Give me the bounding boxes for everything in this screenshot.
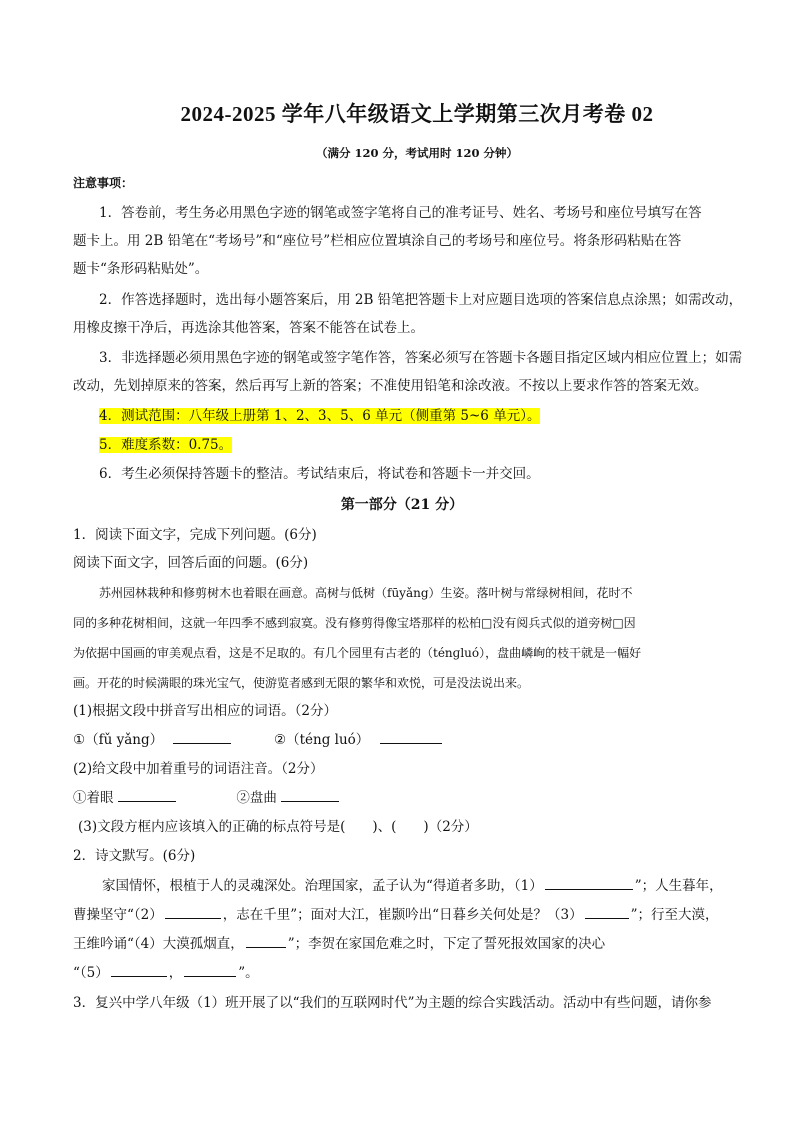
question-1-part-3: (3)文段方框内应该填入的正确的标点符号是( )、( )（2分） <box>78 819 478 835</box>
poem-blank-4[interactable] <box>246 933 286 948</box>
section-1-heading: 第一部分（21 分） <box>340 497 464 513</box>
pinyin-prompt-1: ①（fǔ yǎng） <box>73 732 164 748</box>
phonetic-prompt-1: ①着眼 <box>73 790 114 806</box>
answer-blank-1[interactable] <box>173 729 231 744</box>
notice-item-4-highlight: 4．测试范围：八年级上册第 1、2、3、5、6 单元（侧重第 5~6 单元）。 <box>99 408 541 424</box>
poem-line-3-tail: ”；李贺在家国危难之时，下定了誓死报效国家的决心 <box>287 936 606 952</box>
answer-blank-3[interactable] <box>118 787 176 802</box>
notice-heading: 注意事项： <box>73 176 134 190</box>
question-1-stem: 1．阅读下面文字，完成下列问题。(6分) <box>73 527 317 543</box>
passage-line-2: 同的多种花树相间，这就一年四季不感到寂寞。没有修剪得像宝塔那样的松柏□没有阅兵式似的道旁树□因 <box>73 616 636 630</box>
question-1-part-1: (1)根据文段中拼音写出相应的词语。（2分） <box>73 703 337 719</box>
question-3-stem: 3．复兴中学八年级（1）班开展了以“我们的互联网时代”为主题的综合实践活动。活动中有些问题，请你参 <box>73 995 712 1011</box>
question-2-stem: 2．诗文默写。(6分) <box>73 848 196 864</box>
notice-item-3-line-1: 3．非选择题必须用黑色字迹的钢笔或签字笔作答，答案必须写在答题卡各题目指定区域内相应位置上；如需 <box>99 350 743 366</box>
poem-line-3-text: 王维吟诵“（4）大漠孤烟直， <box>73 936 244 952</box>
poem-blank-5[interactable] <box>111 962 167 977</box>
phonetic-prompt-2: ②盘曲 <box>236 790 277 806</box>
notice-item-5-highlight: 5．难度系数：0.75。 <box>99 437 233 453</box>
poem-line-4-tail: ”。 <box>238 965 259 981</box>
question-1-sub-stem: 阅读下面文字，回答后面的问题。(6分) <box>73 555 309 571</box>
pinyin-prompt-2: ②（téng luó） <box>274 732 370 748</box>
poem-line-1-text: 家国情怀，根植于人的灵魂深处。治理国家，孟子认为“得道者多助，（1） <box>102 878 543 894</box>
poem-blank-6[interactable] <box>184 962 236 977</box>
answer-blank-4[interactable] <box>281 787 339 802</box>
notice-item-1-line-3: 题卡“条形码粘贴处”。 <box>73 261 209 277</box>
poem-line-2-text: 曹操坚守“（2） <box>73 907 163 923</box>
notice-item-2-line-2: 用橡皮擦干净后，再选涂其他答案，答案不能答在试卷上。 <box>73 320 424 336</box>
poem-blank-2[interactable] <box>165 904 221 919</box>
poem-blank-3[interactable] <box>585 904 629 919</box>
exam-subtitle: （满分 120 分，考试用时 120 分钟） <box>315 146 519 160</box>
notice-item-1-line-1: 1．答卷前，考生务必用黑色字迹的钢笔或签字笔将自己的准考证号、姓名、考场号和座位号填写在答 <box>99 205 702 221</box>
poem-line-2-tail: ”；行至大漠， <box>630 907 719 923</box>
poem-line-4-text: “（5） <box>73 965 109 981</box>
passage-line-4: 画。开花的时候满眼的珠光宝气，使游览者感到无限的繁华和欢悦，可是没法说出来。 <box>73 676 530 690</box>
passage-line-3: 为依据中国画的审美观点看，这是不足取的。有几个园里有古老的（ténɡluó），盘曲嶙峋的枝干就是一幅好 <box>73 646 642 660</box>
poem-blank-1[interactable] <box>545 875 633 890</box>
question-1-part-2: (2)给文段中加着重号的词语注音。（2分） <box>73 761 324 777</box>
notice-item-6: 6．考生必须保持答题卡的整洁。考试结束后，将试卷和答题卡一并交回。 <box>99 466 540 482</box>
answer-blank-2[interactable] <box>380 729 442 744</box>
exam-title: 2024-2025 学年八年级语文上学期第三次月考卷 02 <box>180 102 654 126</box>
poem-line-4-sep: ， <box>168 965 183 981</box>
notice-item-1-line-2: 题卡上。用 2B 铅笔在“考场号”和“座位号”栏相应位置填涂自己的考场号和座位号。将条形码粘贴在答 <box>73 233 682 249</box>
poem-line-2-mid: ，志在千里”；面对大江，崔颢吟出“日暮乡关何处是？（3） <box>222 907 583 923</box>
notice-item-3-line-2: 改动，先划掉原来的答案，然后再写上新的答案；不准使用铅笔和涂改液。不按以上要求作答的答案无效。 <box>73 378 708 394</box>
notice-item-2-line-1: 2．作答选择题时，选出每小题答案后，用 2B 铅笔把答题卡上对应题目选项的答案信息点涂黑；如需改动， <box>99 292 743 308</box>
poem-line-1-tail: ”；人生暮年， <box>634 878 723 894</box>
passage-line-1: 苏州园林栽种和修剪树木也着眼在画意。高树与低树（fūyǎng）生姿。落叶树与常绿树相间，花时不 <box>99 586 633 600</box>
